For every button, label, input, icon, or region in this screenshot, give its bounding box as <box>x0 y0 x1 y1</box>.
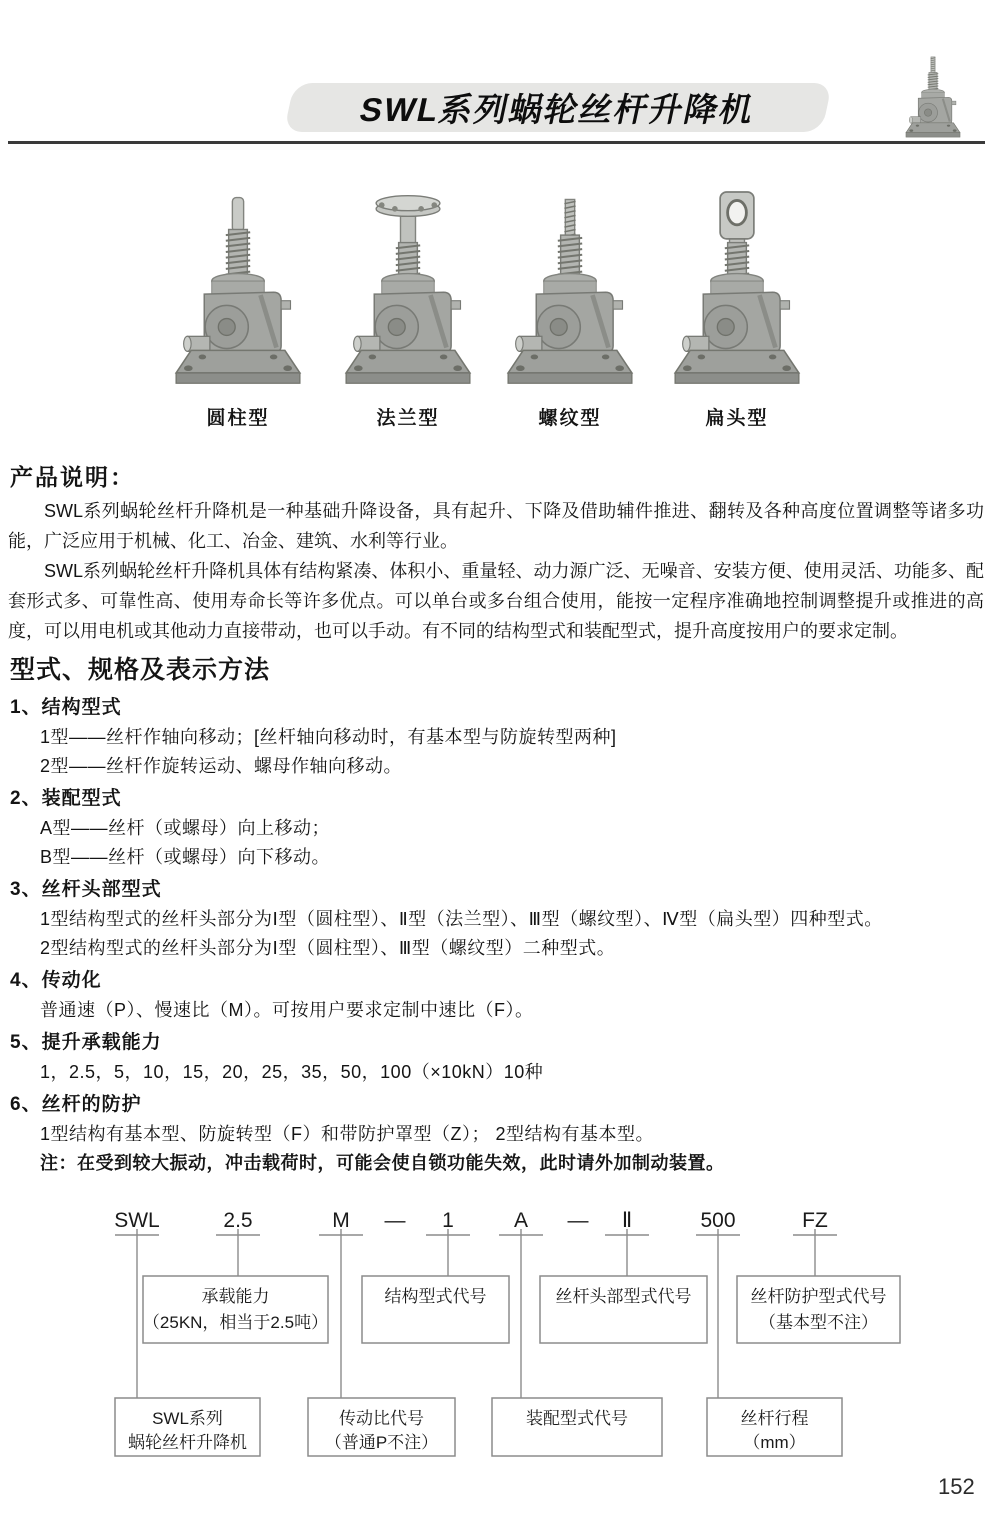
product-label: 螺纹型 <box>538 408 602 429</box>
svg-text:（基本型不注）: （基本型不注） <box>759 1313 878 1332</box>
spec-item-title: 6、丝杆的防护 <box>10 1094 142 1115</box>
corner-jack-icon <box>897 52 969 140</box>
spec-item <box>0 1028 984 1087</box>
svg-text:FZ: FZ <box>802 1209 828 1232</box>
svg-text:传动比代号: 传动比代号 <box>339 1409 424 1428</box>
svg-text:A: A <box>513 1209 529 1232</box>
spec-item-line: 1型——丝杆作轴向移动；[丝杆轴向移动时，有基本型与防旋转型两种] <box>40 727 617 747</box>
corner-product-image <box>897 52 969 140</box>
svg-text:500: 500 <box>700 1209 736 1232</box>
svg-text:2.5: 2.5 <box>223 1209 253 1232</box>
svg-text:（25KN，相当于2.5吨）: （25KN，相当于2.5吨） <box>142 1313 329 1332</box>
spec-item-line: B型——丝杆（或螺母）向下移动。 <box>40 847 331 867</box>
svg-text:丝杆头部型式代号: 丝杆头部型式代号 <box>555 1287 692 1306</box>
spec-item-title: 2、装配型式 <box>10 788 122 809</box>
spec-item-line: 2型结构型式的丝杆头部分为Ⅰ型（圆柱型）、Ⅲ型（螺纹型）二种型式。 <box>40 938 616 958</box>
spec-item-title: 1、结构型式 <box>10 697 122 718</box>
section-heading-spec: 型式、规格及表示方法 <box>10 656 271 684</box>
product-flange <box>328 188 488 430</box>
svg-text:—: — <box>384 1209 406 1232</box>
title-banner <box>284 83 832 132</box>
spec-item-title: 5、提升承载能力 <box>10 1032 162 1053</box>
spec-list <box>0 693 984 1178</box>
section-heading-description: 产品说明： <box>10 464 135 490</box>
spec-item <box>0 1090 984 1178</box>
svg-text:丝杆防护型式代号: 丝杆防护型式代号 <box>750 1287 887 1306</box>
description-paragraph: SWL系列蜗轮丝杆升降机是一种基础升降设备，具有起升、下降及借助辅件推进、翻转及各种高度位置调整等诸多功能，广泛应用于机械、化工、冶金、建筑、水利等行业。 <box>8 501 984 551</box>
description-paragraph: SWL系列蜗轮丝杆升降机具体有结构紧凑、体积小、重量轻、动力源广泛、无噪音、安装方便、使用灵活、功能多、配套形式多、可靠性高、使用寿命长等许多优点。可以单台或多台组合使用，能按一定程序准确地控制调整提升或推进的高度，可以用电机或其他动力直接带动，也可以手动。有不同的结构型式和装配型式，提升高度按用户的要求定制。 <box>8 561 984 641</box>
spec-item <box>0 875 984 963</box>
product-label: 扁头型 <box>705 408 769 429</box>
svg-text:—: — <box>567 1209 589 1232</box>
spec-item <box>0 966 984 1025</box>
flathead-jack-image <box>662 188 812 390</box>
page-number: 152 <box>938 1474 975 1499</box>
svg-text:蜗轮丝杆升降机: 蜗轮丝杆升降机 <box>128 1433 247 1452</box>
svg-text:装配型式代号: 装配型式代号 <box>526 1409 628 1428</box>
svg-text:丝杆行程: 丝杆行程 <box>740 1409 809 1428</box>
svg-text:M: M <box>332 1209 350 1232</box>
svg-text:（普通P不注）: （普通P不注） <box>324 1433 439 1452</box>
product-label: 法兰型 <box>376 408 440 429</box>
model-designation-diagram <box>0 1195 990 1495</box>
page-title: SWL系列蜗轮丝杆升降机 <box>356 91 759 128</box>
product-cylindrical <box>158 188 318 430</box>
spec-item-line: 1，2.5，5，10，15，20，25，35，50，100（×10kN）10种 <box>40 1062 544 1082</box>
threaded-jack-image <box>495 188 645 390</box>
svg-text:Ⅱ: Ⅱ <box>621 1209 633 1232</box>
spec-item-line: 普通速（P）、慢速比（M）。可按用户要求定制中速比（F）。 <box>40 1000 534 1020</box>
spec-item-line: 1型结构型式的丝杆头部分为Ⅰ型（圆柱型）、Ⅱ型（法兰型）、Ⅲ型（螺纹型）、Ⅳ型（扁头型）四种型式。 <box>40 909 883 929</box>
product-threaded <box>490 188 650 430</box>
svg-text:（mm）: （mm） <box>743 1433 806 1452</box>
product-flathead <box>657 188 817 430</box>
header-divider <box>8 141 985 144</box>
svg-text:结构型式代号: 结构型式代号 <box>384 1287 487 1306</box>
spec-item <box>0 784 984 872</box>
spec-item-line: A型——丝杆（或螺母）向上移动； <box>40 818 331 838</box>
product-description <box>8 496 984 646</box>
svg-text:承载能力: 承载能力 <box>201 1287 270 1306</box>
flange-jack-image <box>333 188 483 390</box>
spec-item-title: 3、丝杆头部型式 <box>10 879 162 900</box>
product-label: 圆柱型 <box>206 408 270 429</box>
cylindrical-jack-image <box>163 188 313 390</box>
spec-item-title: 4、传动化 <box>10 970 102 991</box>
spec-item-line: 2型——丝杆作旋转运动、螺母作轴向移动。 <box>40 756 403 776</box>
svg-text:1: 1 <box>442 1209 454 1232</box>
spec-item-note: 注：在受到较大振动，冲击载荷时，可能会使自锁功能失效，此时请外加制动装置。 <box>40 1153 725 1173</box>
svg-text:SWL系列: SWL系列 <box>152 1409 223 1428</box>
spec-item <box>0 693 984 781</box>
svg-text:SWL: SWL <box>114 1209 160 1232</box>
spec-item-line: 1型结构有基本型、防旋转型（F）和带防护罩型（Z）； 2型结构有基本型。 <box>40 1124 655 1144</box>
